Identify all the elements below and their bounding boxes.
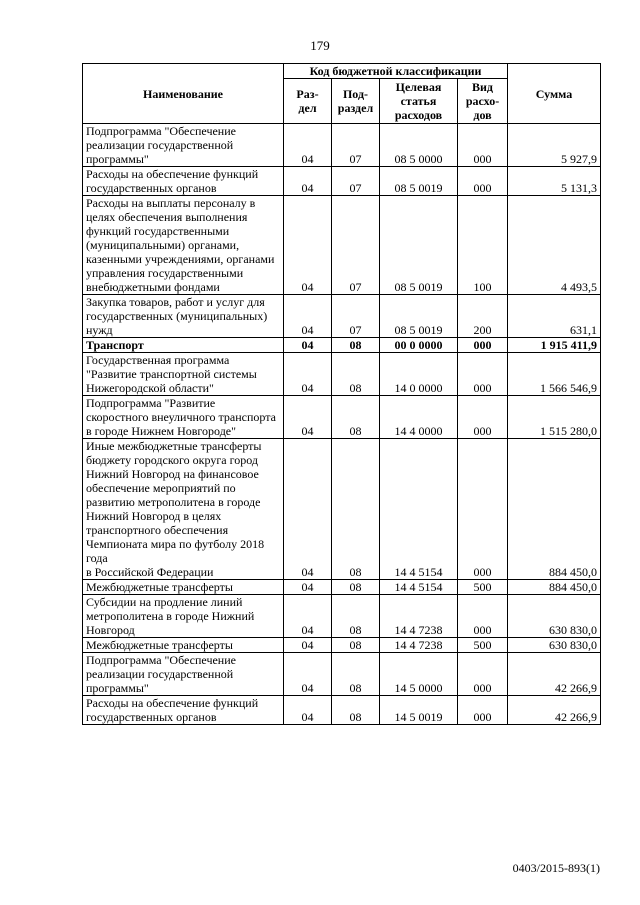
budget-table <box>82 63 601 725</box>
cell-section: 04 <box>284 653 332 696</box>
table-row <box>83 124 601 167</box>
cell-sum: 630 830,0 <box>508 595 601 638</box>
cell-section: 04 <box>284 353 332 396</box>
cell-subsection: 08 <box>332 439 380 580</box>
table-row <box>83 396 601 439</box>
cell-target: 08 5 0000 <box>380 124 458 167</box>
cell-target: 08 5 0019 <box>380 167 458 196</box>
table-body <box>83 124 601 725</box>
cell-section: 04 <box>284 124 332 167</box>
cell-type: 000 <box>458 396 508 439</box>
cell-section: 04 <box>284 167 332 196</box>
cell-section: 04 <box>284 638 332 653</box>
cell-subsection: 08 <box>332 338 380 353</box>
cell-name: Подпрограмма "Развитие скоростного внеуличного транспорта в городе Нижнем Новгороде" <box>83 396 284 439</box>
cell-name: Межбюджетные трансферты <box>83 638 284 653</box>
header-target: Целевая статья расходов <box>380 79 458 124</box>
cell-sum: 884 450,0 <box>508 580 601 595</box>
cell-name: Межбюджетные трансферты <box>83 580 284 595</box>
table-row <box>83 353 601 396</box>
cell-target: 08 5 0019 <box>380 196 458 295</box>
cell-target: 14 0 0000 <box>380 353 458 396</box>
table-row <box>83 696 601 725</box>
cell-target: 00 0 0000 <box>380 338 458 353</box>
table-row <box>83 580 601 595</box>
cell-section: 04 <box>284 595 332 638</box>
header-section: Раз- дел <box>284 79 332 124</box>
cell-section: 04 <box>284 439 332 580</box>
cell-type: 500 <box>458 638 508 653</box>
cell-section: 04 <box>284 396 332 439</box>
cell-name: Государственная программа "Развитие транспортной системы Нижегородской области" <box>83 353 284 396</box>
cell-subsection: 08 <box>332 696 380 725</box>
cell-section: 04 <box>284 338 332 353</box>
cell-target: 14 4 0000 <box>380 396 458 439</box>
header-type: Вид расхо- дов <box>458 79 508 124</box>
cell-target: 14 5 0019 <box>380 696 458 725</box>
cell-target: 14 5 0000 <box>380 653 458 696</box>
cell-sum: 42 266,9 <box>508 696 601 725</box>
cell-type: 000 <box>458 696 508 725</box>
header-sum: Сумма <box>508 64 601 124</box>
cell-sum: 630 830,0 <box>508 638 601 653</box>
cell-name: Расходы на обеспечение функций государственных органов <box>83 696 284 725</box>
table-row <box>83 295 601 338</box>
cell-sum: 42 266,9 <box>508 653 601 696</box>
cell-sum: 884 450,0 <box>508 439 601 580</box>
table-row <box>83 638 601 653</box>
cell-subsection: 08 <box>332 653 380 696</box>
cell-target: 14 4 5154 <box>380 580 458 595</box>
cell-target: 14 4 7238 <box>380 595 458 638</box>
table-row <box>83 167 601 196</box>
cell-sum: 1 566 546,9 <box>508 353 601 396</box>
table-header <box>83 64 601 124</box>
cell-type: 000 <box>458 353 508 396</box>
header-classification-group: Код бюджетной классификации <box>284 64 508 79</box>
cell-name: Подпрограмма "Обеспечение реализации государственной программы" <box>83 124 284 167</box>
cell-name: Транспорт <box>83 338 284 353</box>
cell-subsection: 08 <box>332 580 380 595</box>
table-row <box>83 196 601 295</box>
cell-type: 000 <box>458 439 508 580</box>
cell-type: 000 <box>458 124 508 167</box>
cell-type: 500 <box>458 580 508 595</box>
cell-subsection: 08 <box>332 353 380 396</box>
cell-name: Подпрограмма "Обеспечение реализации государственной программы" <box>83 653 284 696</box>
cell-type: 000 <box>458 167 508 196</box>
cell-sum: 5 131,3 <box>508 167 601 196</box>
cell-name: Закупка товаров, работ и услуг для государственных (муниципальных) нужд <box>83 295 284 338</box>
cell-subsection: 08 <box>332 396 380 439</box>
cell-name: Иные межбюджетные трансферты бюджету городского округа город Нижний Новгород на финансовое обеспечение мероприятий по развитию метрополитена в городе Нижний Новгород в целях транспортного обеспечения Чемпионата мира по футболу 2018 года в Российской Федерации <box>83 439 284 580</box>
table-row <box>83 595 601 638</box>
footer-code: 0403/2015-893(1) <box>512 861 600 875</box>
cell-type: 100 <box>458 196 508 295</box>
cell-type: 000 <box>458 595 508 638</box>
cell-name: Субсидии на продление линий метрополитена в городе Нижний Новгород <box>83 595 284 638</box>
cell-type: 200 <box>458 295 508 338</box>
cell-subsection: 07 <box>332 295 380 338</box>
cell-type: 000 <box>458 653 508 696</box>
cell-name: Расходы на обеспечение функций государственных органов <box>83 167 284 196</box>
header-subsection: Под- раздел <box>332 79 380 124</box>
table-row <box>83 653 601 696</box>
table-row <box>83 439 601 580</box>
cell-subsection: 07 <box>332 124 380 167</box>
cell-target: 08 5 0019 <box>380 295 458 338</box>
cell-sum: 5 927,9 <box>508 124 601 167</box>
cell-target: 14 4 7238 <box>380 638 458 653</box>
cell-sum: 4 493,5 <box>508 196 601 295</box>
cell-subsection: 07 <box>332 196 380 295</box>
cell-sum: 1 515 280,0 <box>508 396 601 439</box>
cell-subsection: 08 <box>332 595 380 638</box>
cell-sum: 631,1 <box>508 295 601 338</box>
cell-subsection: 08 <box>332 638 380 653</box>
page-number: 179 <box>310 38 330 53</box>
cell-name: Расходы на выплаты персоналу в целях обеспечения выполнения функций государственными (муниципальными) органами, казенными учреждениями, органами управления государственными внебюджетными фондами <box>83 196 284 295</box>
cell-target: 14 4 5154 <box>380 439 458 580</box>
cell-section: 04 <box>284 196 332 295</box>
cell-type: 000 <box>458 338 508 353</box>
cell-subsection: 07 <box>332 167 380 196</box>
header-name: Наименование <box>83 64 284 124</box>
cell-section: 04 <box>284 295 332 338</box>
cell-sum: 1 915 411,9 <box>508 338 601 353</box>
cell-section: 04 <box>284 696 332 725</box>
cell-section: 04 <box>284 580 332 595</box>
table-row <box>83 338 601 353</box>
